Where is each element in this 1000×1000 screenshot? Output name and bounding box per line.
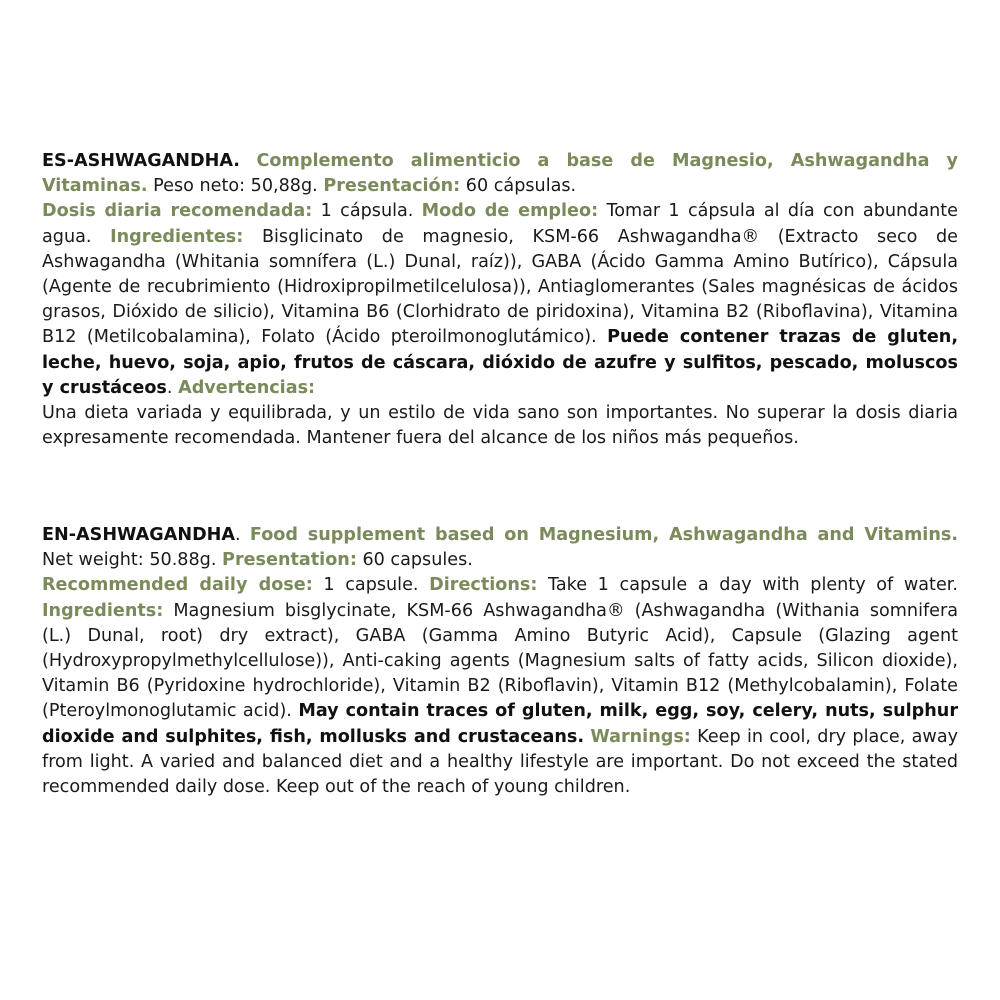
highlight-label: Warnings: [590, 726, 691, 747]
body-text [240, 151, 257, 171]
highlight-label: Ingredients: [42, 600, 164, 621]
body-text: 60 capsules. [356, 550, 473, 571]
body-text: 1 capsule. [312, 575, 430, 596]
body-text: . [166, 377, 179, 398]
highlight-label: Dosis diaria recomendada: [42, 201, 313, 222]
highlight-label: Presentation: [222, 550, 357, 571]
body-text: 1 cápsula. [312, 201, 422, 222]
body-text: Tomar 1 cápsula al día con abundante agua. [42, 201, 958, 247]
body-text: Take 1 capsule a day with plenty of water. [537, 575, 958, 596]
allergen-text: May contain traces of gluten, milk, egg, soy, celery, nuts, sulphur dioxide and sulphites, fish, mollusks and crustaceans. [42, 701, 958, 747]
highlight-label: Complemento alimenticio a base de Magnesio, Ashwagandha y Vitaminas. [42, 151, 958, 197]
allergen-text: Puede contener trazas de gluten, leche, huevo, soja, apio, frutos de cáscara, dióxido de azufre y sulfitos, pescado, moluscos y crustáceos [42, 327, 958, 398]
highlight-label: Directions: [429, 575, 538, 596]
body-text: Peso neto: 50,88g. [147, 176, 324, 197]
body-text: Keep in cool, dry place, away from light. A varied and balanced diet and a healthy lifestyle are important. Do not exceed the stated recommended daily dose. Keep out of the reach of young children. [42, 726, 959, 798]
body-text: Net weight: 50.88g. [42, 550, 223, 571]
spanish-product-title: ES-ASHWAGANDHA. [42, 151, 240, 171]
highlight-label: Food supplement based on Magnesium, Ashwagandha and Vitamins. [249, 525, 959, 545]
body-text: Bisglicinato de magnesio, KSM-66 Ashwagandha® (Extracto seco de Ashwagandha (Whitania somnífera (L.) Dunal, raíz)), GABA (Ácido Gamma Amino Butírico), Cápsula (Agente de recubrimiento (Hidroxipropilmetilcelulosa)), Antiaglomerantes (Sales magnésicas de ácidos grasos, Dióxido de silicio), Vitamina B6 (Clorhidrato de piridoxina), Vitamina B2 (Riboflavina), Vitamina B12 (Metilcobalamina), Folato (Ácido pteroilmonoglutámico). [42, 226, 958, 348]
highlight-label: Ingredientes: [110, 226, 244, 247]
highlight-label: Recommended daily dose: [42, 575, 313, 596]
highlight-label: Modo de empleo: [421, 201, 599, 222]
body-text: . [235, 525, 250, 545]
body-text: Una dieta variada y equilibrada, y un estilo de vida sano son importantes. No superar la dosis diaria expresamente recomendada. Mantener fuera del alcance de los niños más pequeños. [42, 403, 958, 449]
english-product-title: EN-ASHWAGANDHA [42, 525, 236, 545]
body-text: 60 cápsulas. [460, 176, 577, 197]
english-label-section [42, 523, 958, 800]
spanish-warnings-text [42, 403, 958, 448]
body-text: Magnesium bisglycinate, KSM-66 Ashwagandha® (Ashwagandha (Withania somnifera (L.) Dunal, root) dry extract), GABA (Gamma Amino Butyric Acid), Capsule (Glazing agent (Hydroxypropylmethylcellulose)), Anti-caking agents (Magnesium salts of fatty acids, Silicon dioxide), Vitamin B6 (Pyridoxine hydrochloride), Vitamin B2 (Riboflavin), Vitamin B12 (Methylcobalamin), Folate (Pteroylmonoglutamic acid). [42, 600, 958, 722]
english-line-1 [42, 575, 958, 797]
spanish-label-section [42, 149, 958, 451]
highlight-label: Advertencias: [178, 377, 316, 398]
spanish-line-1 [42, 201, 958, 397]
highlight-label: Presentación: [323, 176, 461, 197]
